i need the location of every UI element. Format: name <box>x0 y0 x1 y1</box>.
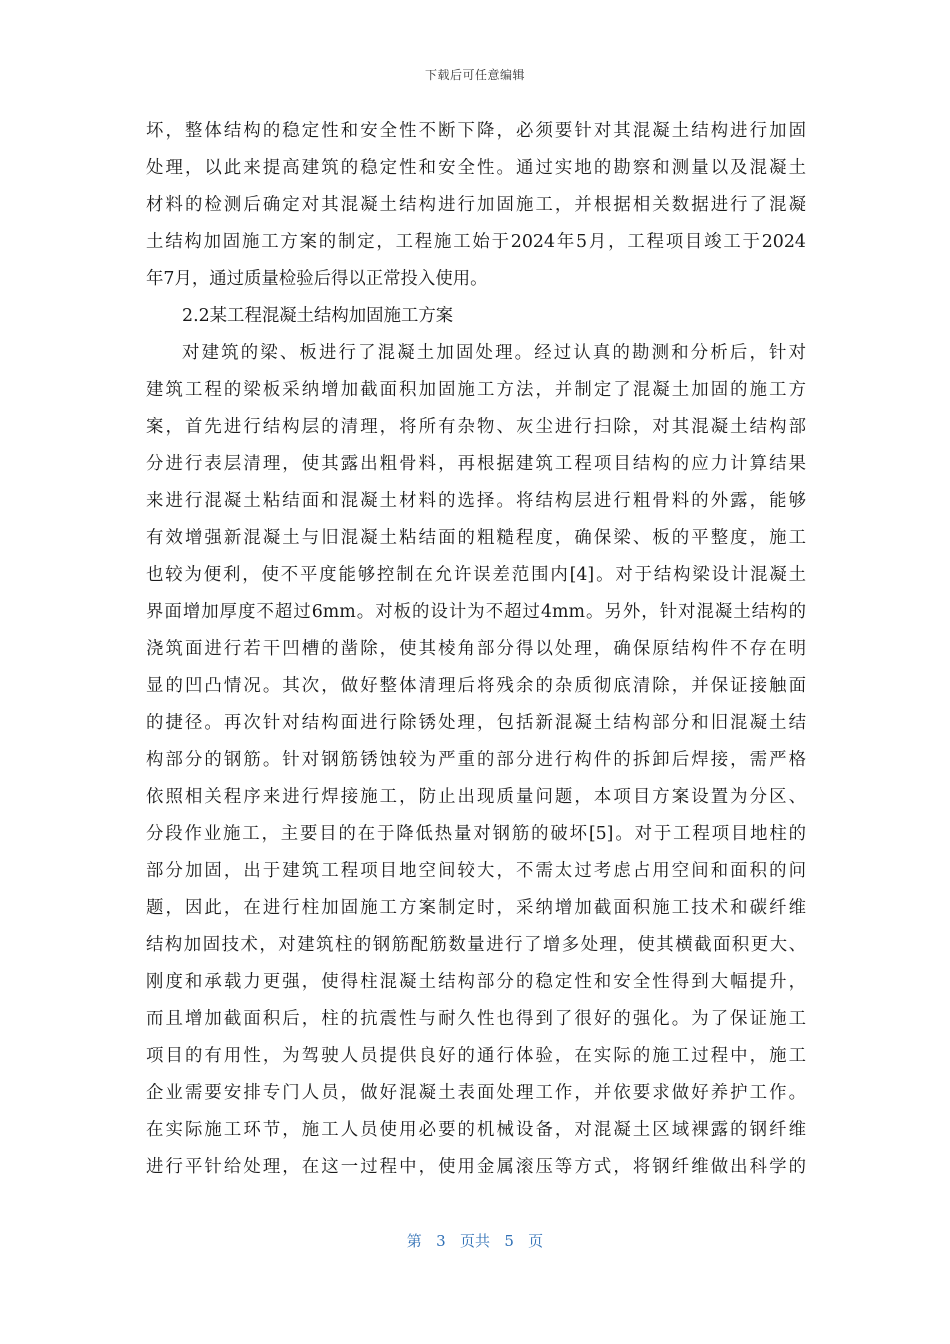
text-line: 结构加固技术，对建筑柱的钢筋配筋数量进行了增多处理，使其横截面积更大、 <box>146 935 806 955</box>
text-line: 题，因此，在进行柱加固施工方案制定时，采纳增加截面积施工技术和碳纤维 <box>146 898 806 918</box>
text-line: 分段作业施工，主要目的在于降低热量对钢筋的破坏[5]。对于工程项目地柱的 <box>146 824 806 844</box>
text-line: 材料的检测后确定对其混凝土结构进行加固施工，并根据相关数据进行了混凝 <box>146 195 806 215</box>
section-heading: 2.2某工程混凝土结构加固施工方案 <box>182 306 454 326</box>
text-line: 也较为便利，使不平度能够控制在允许误差范围内[4]。对于结构梁设计混凝土 <box>146 565 806 585</box>
footer-label-end: 页 <box>528 1232 544 1250</box>
text-line: 依照相关程序来进行焊接施工，防止出现质量问题，本项目方案设置为分区、 <box>146 787 806 807</box>
page-footer <box>0 1230 950 1251</box>
footer-label-of: 页共 <box>459 1232 490 1250</box>
text-line: 有效增强新混凝土与旧混凝土粘结面的粗糙程度，确保梁、板的平整度，施工 <box>146 528 806 548</box>
text-line: 浇筑面进行若干凹槽的凿除，使其棱角部分得以处理，确保原结构件不存在明 <box>146 639 806 659</box>
text-line: 进行平针给处理，在这一过程中，使用金属滚压等方式，将钢纤维做出科学的 <box>146 1157 806 1177</box>
text-line: 项目的有用性，为驾驶人员提供良好的通行体验，在实际的施工过程中，施工 <box>146 1046 806 1066</box>
text-line: 处理，以此来提高建筑的稳定性和安全性。通过实地的勘察和测量以及混凝土 <box>146 158 806 178</box>
text-line: 建筑工程的梁板采纳增加截面积加固施工方法，并制定了混凝土加固的施工方 <box>146 380 806 400</box>
text-line: 来进行混凝土粘结面和混凝土材料的选择。将结构层进行粗骨料的外露，能够 <box>146 491 806 511</box>
text-line: 构部分的钢筋。针对钢筋锈蚀较为严重的部分进行构件的拆卸后焊接，需严格 <box>146 750 806 770</box>
text-line: 企业需要安排专门人员，做好混凝土表面处理工作，并依要求做好养护工作。 <box>146 1083 806 1103</box>
body-text <box>146 113 806 1186</box>
footer-current-page: 3 <box>436 1232 446 1250</box>
text-line: 的捷径。再次针对结构面进行除锈处理，包括新混凝土结构部分和旧混凝土结 <box>146 713 806 733</box>
text-line: 界面增加厚度不超过6mm。对板的设计为不超过4mm。另外，针对混凝土结构的 <box>146 602 806 622</box>
text-line: 土结构加固施工方案的制定，工程施工始于2024年5月，工程项目竣工于2024 <box>146 232 806 252</box>
text-line: 坏，整体结构的稳定性和安全性不断下降，必须要针对其混凝土结构进行加固 <box>146 121 806 141</box>
text-line: 案，首先进行结构层的清理，将所有杂物、灰尘进行扫除，对其混凝土结构部 <box>146 417 806 437</box>
text-line: 而且增加截面积后，柱的抗震性与耐久性也得到了很好的强化。为了保证施工 <box>146 1009 806 1029</box>
text-line: 在实际施工环节，施工人员使用必要的机械设备，对混凝土区域裸露的钢纤维 <box>146 1120 806 1140</box>
footer-label-page: 第 <box>406 1232 422 1250</box>
text-line: 对建筑的梁、板进行了混凝土加固处理。经过认真的勘测和分析后，针对 <box>182 343 806 363</box>
text-line: 刚度和承载力更强，使得柱混凝土结构部分的稳定性和安全性得到大幅提升， <box>146 972 806 992</box>
text-line: 年7月，通过质量检验后得以正常投入使用。 <box>146 269 488 289</box>
text-line: 显的凹凸情况。其次，做好整体清理后将残余的杂质彻底清除，并保证接触面 <box>146 676 806 696</box>
page-header: 下载后可任意编辑 <box>424 68 525 82</box>
footer-total-pages: 5 <box>504 1232 514 1250</box>
text-line: 分进行表层清理，使其露出粗骨料，再根据建筑工程项目结构的应力计算结果 <box>146 454 806 474</box>
text-line: 部分加固，出于建筑工程项目地空间较大，不需太过考虑占用空间和面积的问 <box>146 861 806 881</box>
